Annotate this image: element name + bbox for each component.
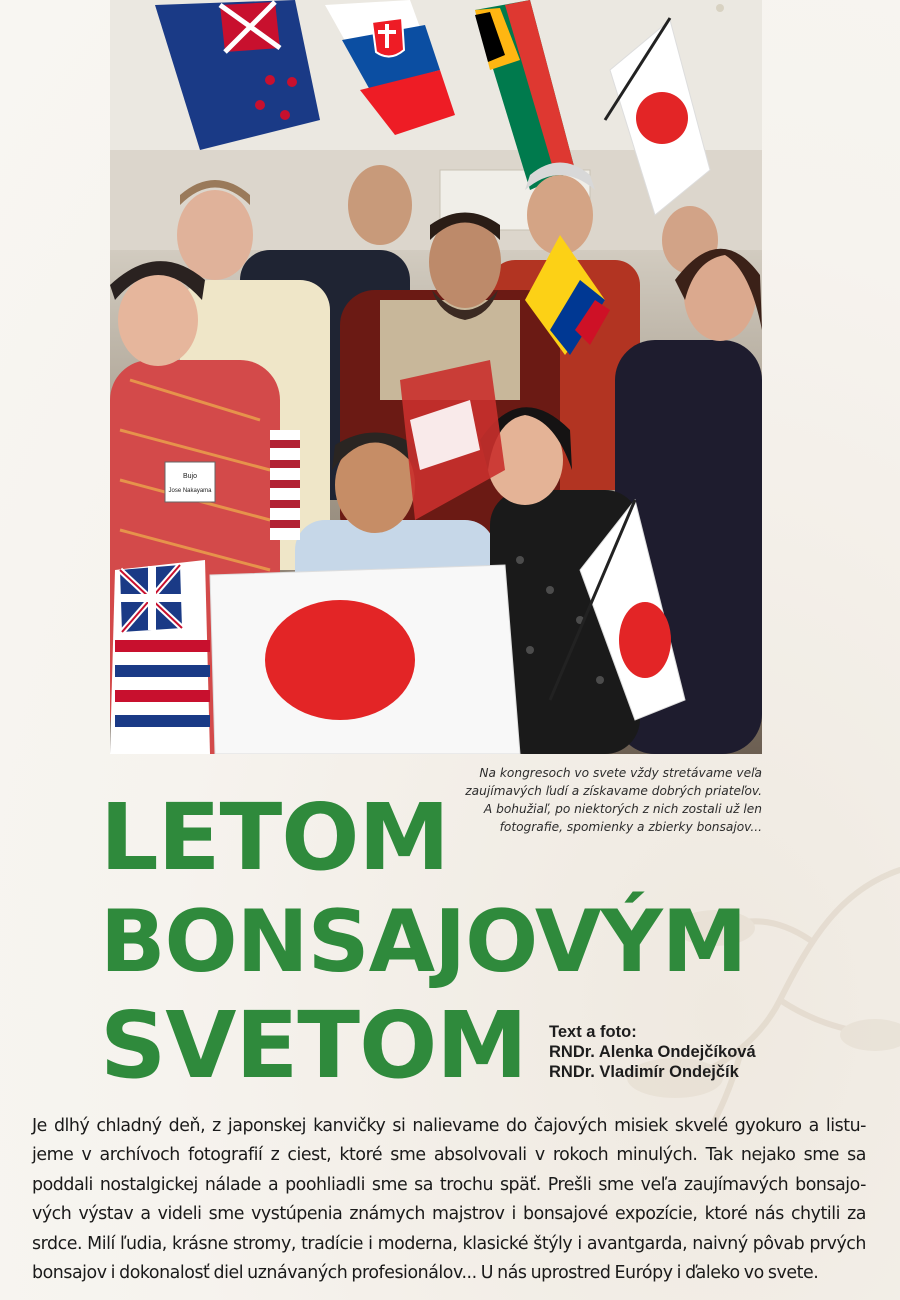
hawaii-flag-icon xyxy=(110,560,210,754)
article-body xyxy=(32,1112,866,1288)
caption-line: fotografie, spomienky a zbierky bonsajov... xyxy=(499,820,762,834)
body-line: jeme v archívoch fotografií z ciest, ktoré sme absolvovali v rokoch minulých. Tak nejako sme sa xyxy=(32,1145,866,1166)
caption-line: A bohužiaľ, po niektorých z nich zostali už len xyxy=(483,802,762,816)
large-japan-flag-icon xyxy=(210,565,520,754)
caption-line: zaujímavých ľudí a získavame dobrých priateľov. xyxy=(465,784,762,798)
stripes-flag-icon xyxy=(270,430,300,540)
caption-line: Na kongresoch vo svete vždy stretávame veľa xyxy=(479,766,762,780)
name-tag-line2: Jose Nakayama xyxy=(168,488,212,494)
credits-label: Text a foto: xyxy=(549,1023,637,1041)
group-photo xyxy=(110,0,762,754)
credits-author: RNDr. Alenka Ondejčíková xyxy=(549,1043,756,1061)
title-line-3: SVETOM xyxy=(100,992,527,1099)
body-line: Je dlhý chladný deň, z japonskej kanvičky si nalievame do čajových misiek skvelé gyokuro a listu- xyxy=(32,1116,866,1136)
title-line-2: BONSAJOVÝM xyxy=(100,892,747,992)
name-tag-line1: Bujo xyxy=(182,473,198,480)
article-credits xyxy=(549,1022,756,1082)
body-line: poddali nostalgickej nálade a poohliadli sme sa trochu späť. Prešli sme veľa zaujímavých bonsajo- xyxy=(32,1174,866,1195)
credits-author: RNDr. Vladimír Ondejčík xyxy=(549,1063,739,1081)
title-line-1: LETOM xyxy=(100,784,449,891)
group-photo-illustration xyxy=(110,0,762,754)
body-line: bonsajov i dokonalosť diel uznávaných profesionálov... U nás uprostred Európy i ďaleko vo svete. xyxy=(32,1263,819,1284)
body-line: srdce. Milí ľudia, krásne stromy, tradície i moderna, klasické štýly i avantgarda, naivný pôvab prvých xyxy=(32,1233,866,1254)
body-line: vých výstav a videli sme vystúpenia známych majstrov i bonsajové expozície, ktoré nás chytili za xyxy=(32,1204,866,1225)
